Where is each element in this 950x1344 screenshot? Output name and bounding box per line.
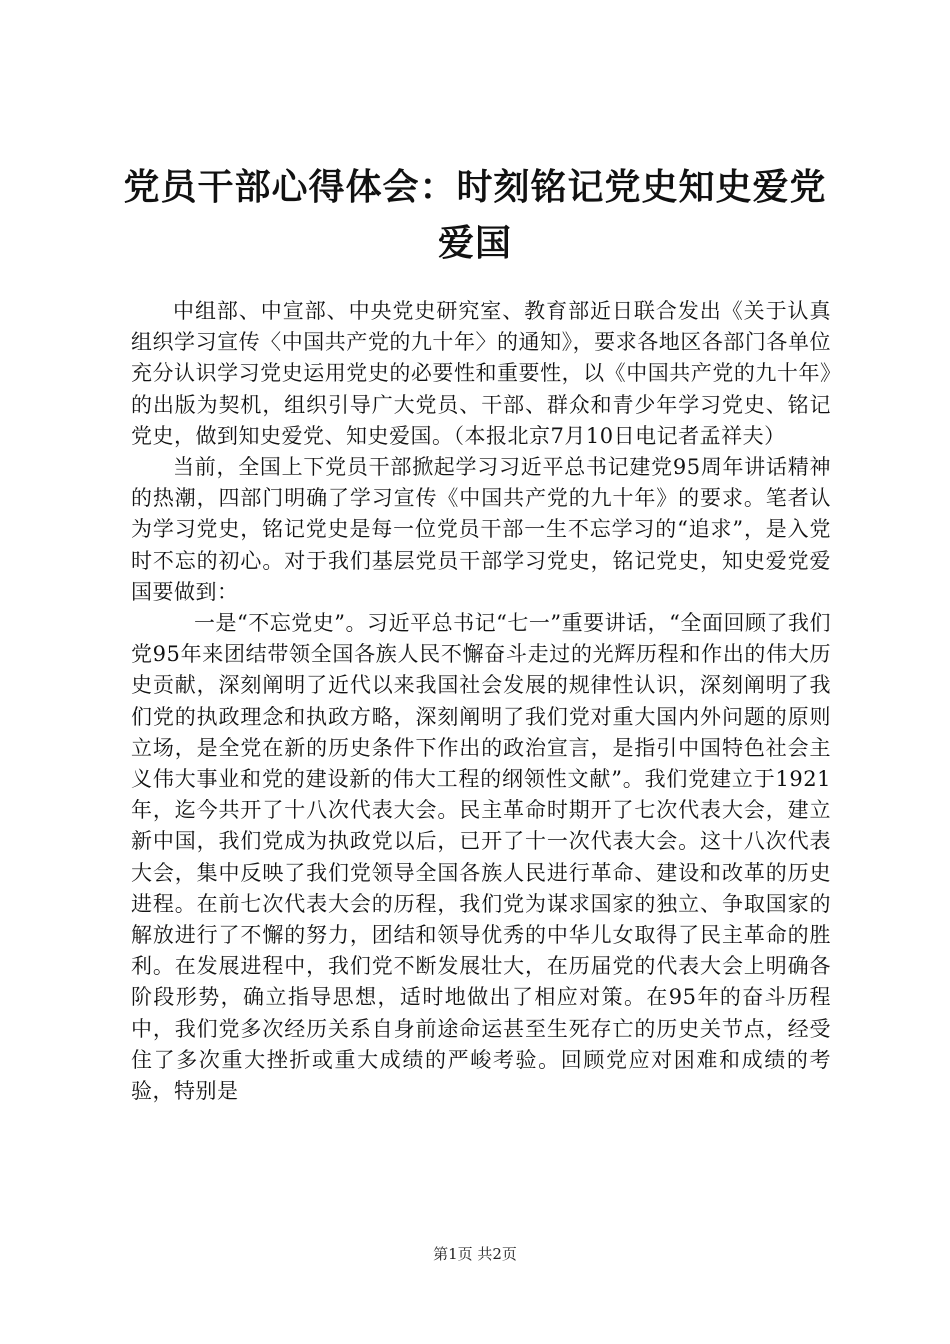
body-paragraph-3: 一是“不忘党史”。习近平总书记“七一”重要讲话，“全面回顾了我们党95年来团结带领全国各族人民不懈奋斗走过的光辉历程和作出的伟大历史贡献，深刻阐明了近代以来我国社会发展的规律性认识，深刻阐明了我们党的执政理念和执政方略，深刻阐明了我们党对重大国内外问题的原则立场，是全党在新的历史条件下作出的政治宣言，是指引中国特色社会主义伟大事业和党的建设新的伟大工程的纲领性文献”。我们党建立于1921年，迄今共开了十八次代表大会。民主革命时期开了七次代表大会，建立新中国，我们党成为执政党以后，已开了十一次代表大会。这十八次代表大会，集中反映了我们党领导全国各族人民进行革命、建设和改革的历史进程。在前七次代表大会的历程，我们党为谋求国家的独立、争取国家的解放进行了不懈的努力，团结和领导优秀的中华儿女取得了民主革命的胜利。在发展进程中，我们党不断发展壮大，在历届党的代表大会上明确各阶段形势，确立指导思想，适时地做出了相应对策。在95年的奋斗历程中，我们党多次经历关系自身前途命运甚至生死存亡的历史关节点，经受住了多次重大挫折或重大成绩的严峻考验。回顾党应对困难和成绩的考验，特别是	[131, 611, 831, 1104]
document-body	[131, 296, 831, 1107]
body-paragraph-2: 当前，全国上下党员干部掀起学习习近平总书记建党95周年讲话精神的热潮，四部门明确了学习宣传《中国共产党的九十年》的要求。笔者认为学习党史，铭记党史是每一位党员干部一生不忘学习的“追求”，是入党时不忘的初心。对于我们基层党员干部学习党史，铭记党史，知史爱党爱国要做到：	[131, 455, 831, 604]
body-paragraph-1: 中组部、中宣部、中央党史研究室、教育部近日联合发出《关于认真组织学习宣传〈中国共产党的九十年〉的通知》，要求各地区各部门各单位充分认识学习党史运用党史的必要性和重要性，以《中国共产党的九十年》的出版为契机，组织引导广大党员、干部、群众和青少年学习党史、铭记党史，做到知史爱党、知史爱国。（本报北京7月10日电记者孟祥夫）	[131, 299, 831, 448]
document-title: 党员干部心得体会：时刻铭记党史知史爱党爱国	[123, 167, 827, 264]
page-number-footer: 第1页 共2页	[433, 1245, 517, 1263]
